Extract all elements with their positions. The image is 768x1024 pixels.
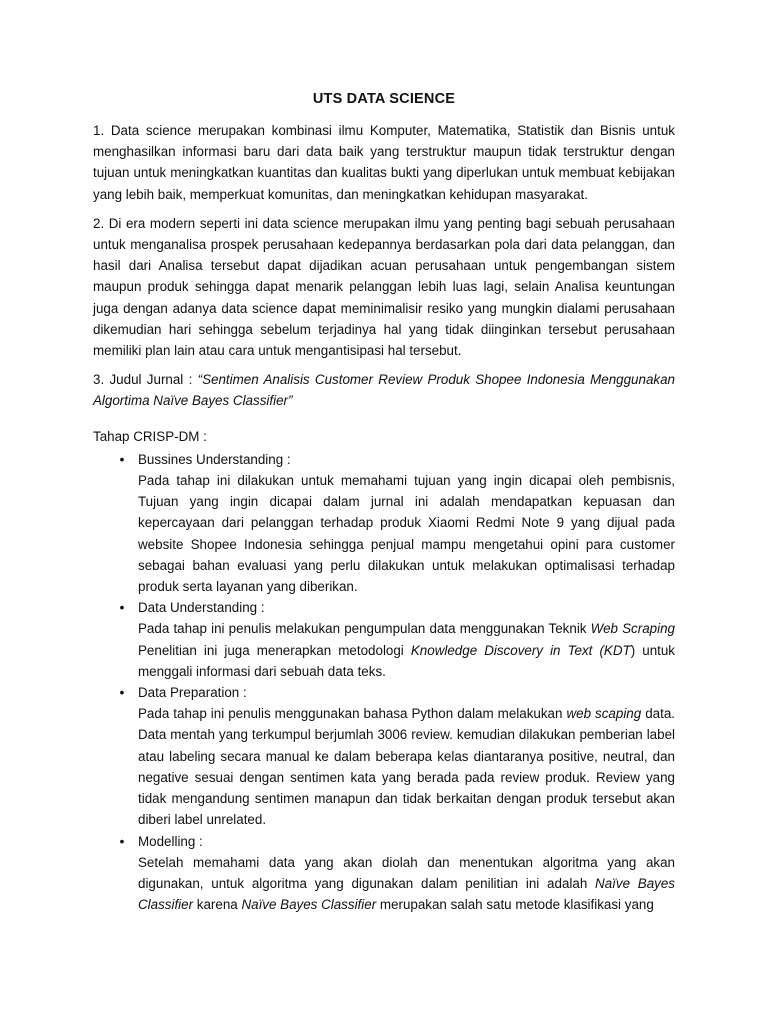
bullet-icon: •	[119, 832, 125, 849]
step-text: ) untuk menggali informasi dari sebuah data teks.	[138, 642, 675, 679]
bullet-icon: •	[119, 684, 125, 701]
step-data-preparation	[93, 682, 675, 830]
step-body	[138, 703, 675, 830]
document-title: UTS DATA SCIENCE	[312, 91, 456, 107]
step-text: karena	[193, 897, 242, 913]
step-data-understanding	[93, 597, 675, 682]
crisp-dm-label: Tahap CRISP-DM :	[93, 428, 207, 444]
answer-1: 1. Data science merupakan kombinasi ilmu Komputer, Matematika, Statistik dan Bisnis untuk menghasilkan informasi baru dari data baik yang terstruktur maupun tidak terstruktur dengan tujuan untuk meningkatkan kuantitas dan kualitas bukti yang diperlukan untuk membuat kebijakan yang lebih baik, memperkuat komunitas, dan meningkatkan kehidupan masyarakat.	[93, 123, 675, 202]
step-text: merupakan salah satu metode klasifikasi yang	[376, 897, 654, 913]
journal-title: “Sentimen Analisis Customer Review Produk Shopee Indonesia Menggunakan Algortima Naïve Bayes Classifier”	[93, 372, 675, 409]
answer-3-prefix: 3. Judul Jurnal :	[93, 372, 198, 388]
step-title: Modelling :	[138, 833, 203, 849]
step-title: Bussines Understanding :	[138, 451, 291, 467]
step-modelling	[93, 831, 675, 916]
step-text: data. Data mentah yang terkumpul berjumlah 3006 review. kemudian dilakukan pemberian label atau labeling secara manual ke dalam beberapa kelas diantaranya positive, neutral, dan negative sesuai dengan sentimen kata yang berada pada review produk. Review yang tidak mengandung sentimen manapun dan tidak berkaitan dengan produk tersebut akan diberi label unrelated.	[138, 706, 675, 828]
step-term: Knowledge Discovery in Text (KDT	[410, 642, 631, 658]
step-title: Data Understanding :	[138, 600, 265, 616]
step-text: Setelah memahami data yang akan diolah dan menentukan algoritma yang akan digunakan, untuk algoritma yang digunakan dalam penilitian ini adalah	[138, 854, 675, 891]
step-title: Data Preparation :	[138, 685, 247, 701]
step-text: Pada tahap ini penulis menggunakan bahasa Python dalam melakukan	[138, 706, 567, 722]
answer-2: 2. Di era modern seperti ini data science merupakan ilmu yang penting bagi sebuah perusahaan untuk menganalisa prospek perusahaan kedepannya berdasarkan pola dari data pelanggan, dan hasil dari Analisa tersebut dapat dijadikan acuan perusahaan untuk pengembangan sistem maupun produk sehingga dapat menarik pelanggan lebih luas lagi, selain Analisa keuntungan juga dengan adanya data science dapat meminimalisir resiko yang mungkin dialami perusahaan dikemudian hari sehingga sebelum terjadinya hal yang tidak diinginkan tersebut perusahaan memiliki plan lain atau cara untuk mengantisipasi hal tersebut.	[93, 215, 675, 359]
step-text: Pada tahap ini penulis melakukan pengumpulan data menggunakan Teknik	[138, 621, 591, 637]
step-term: Web Scraping	[590, 621, 675, 637]
crisp-dm-steps	[93, 449, 675, 915]
step-term: Naïve Bayes Classifier	[138, 875, 675, 913]
step-body	[138, 618, 675, 682]
step-body	[138, 852, 675, 916]
bullet-icon: •	[119, 450, 125, 467]
answer-3	[93, 369, 675, 411]
step-text: Penelitian ini juga menerapkan metodologi	[138, 642, 411, 658]
document-content	[93, 88, 675, 915]
step-business-understanding	[93, 449, 675, 597]
step-body: Pada tahap ini dilakukan untuk memahami tujuan yang ingin dicapai oleh pembisnis, Tujuan yang ingin dicapai dalam jurnal ini adalah mendapatkan kepuasan dan kepercayaan dari pelanggan terhadap produk Xiaomi Redmi Note 9 yang dijual pada website Shopee Indonesia sehingga penjual mampu mengetahui opini para customer sebagai bahan evaluasi yang perlu dilakukan untuk melakukan optimalisasi terhadap produk serta layanan yang diberikan.	[138, 473, 675, 595]
bullet-icon: •	[119, 599, 125, 616]
step-term: Naïve Bayes Classifier	[241, 897, 377, 913]
step-term: web scaping	[566, 706, 642, 722]
